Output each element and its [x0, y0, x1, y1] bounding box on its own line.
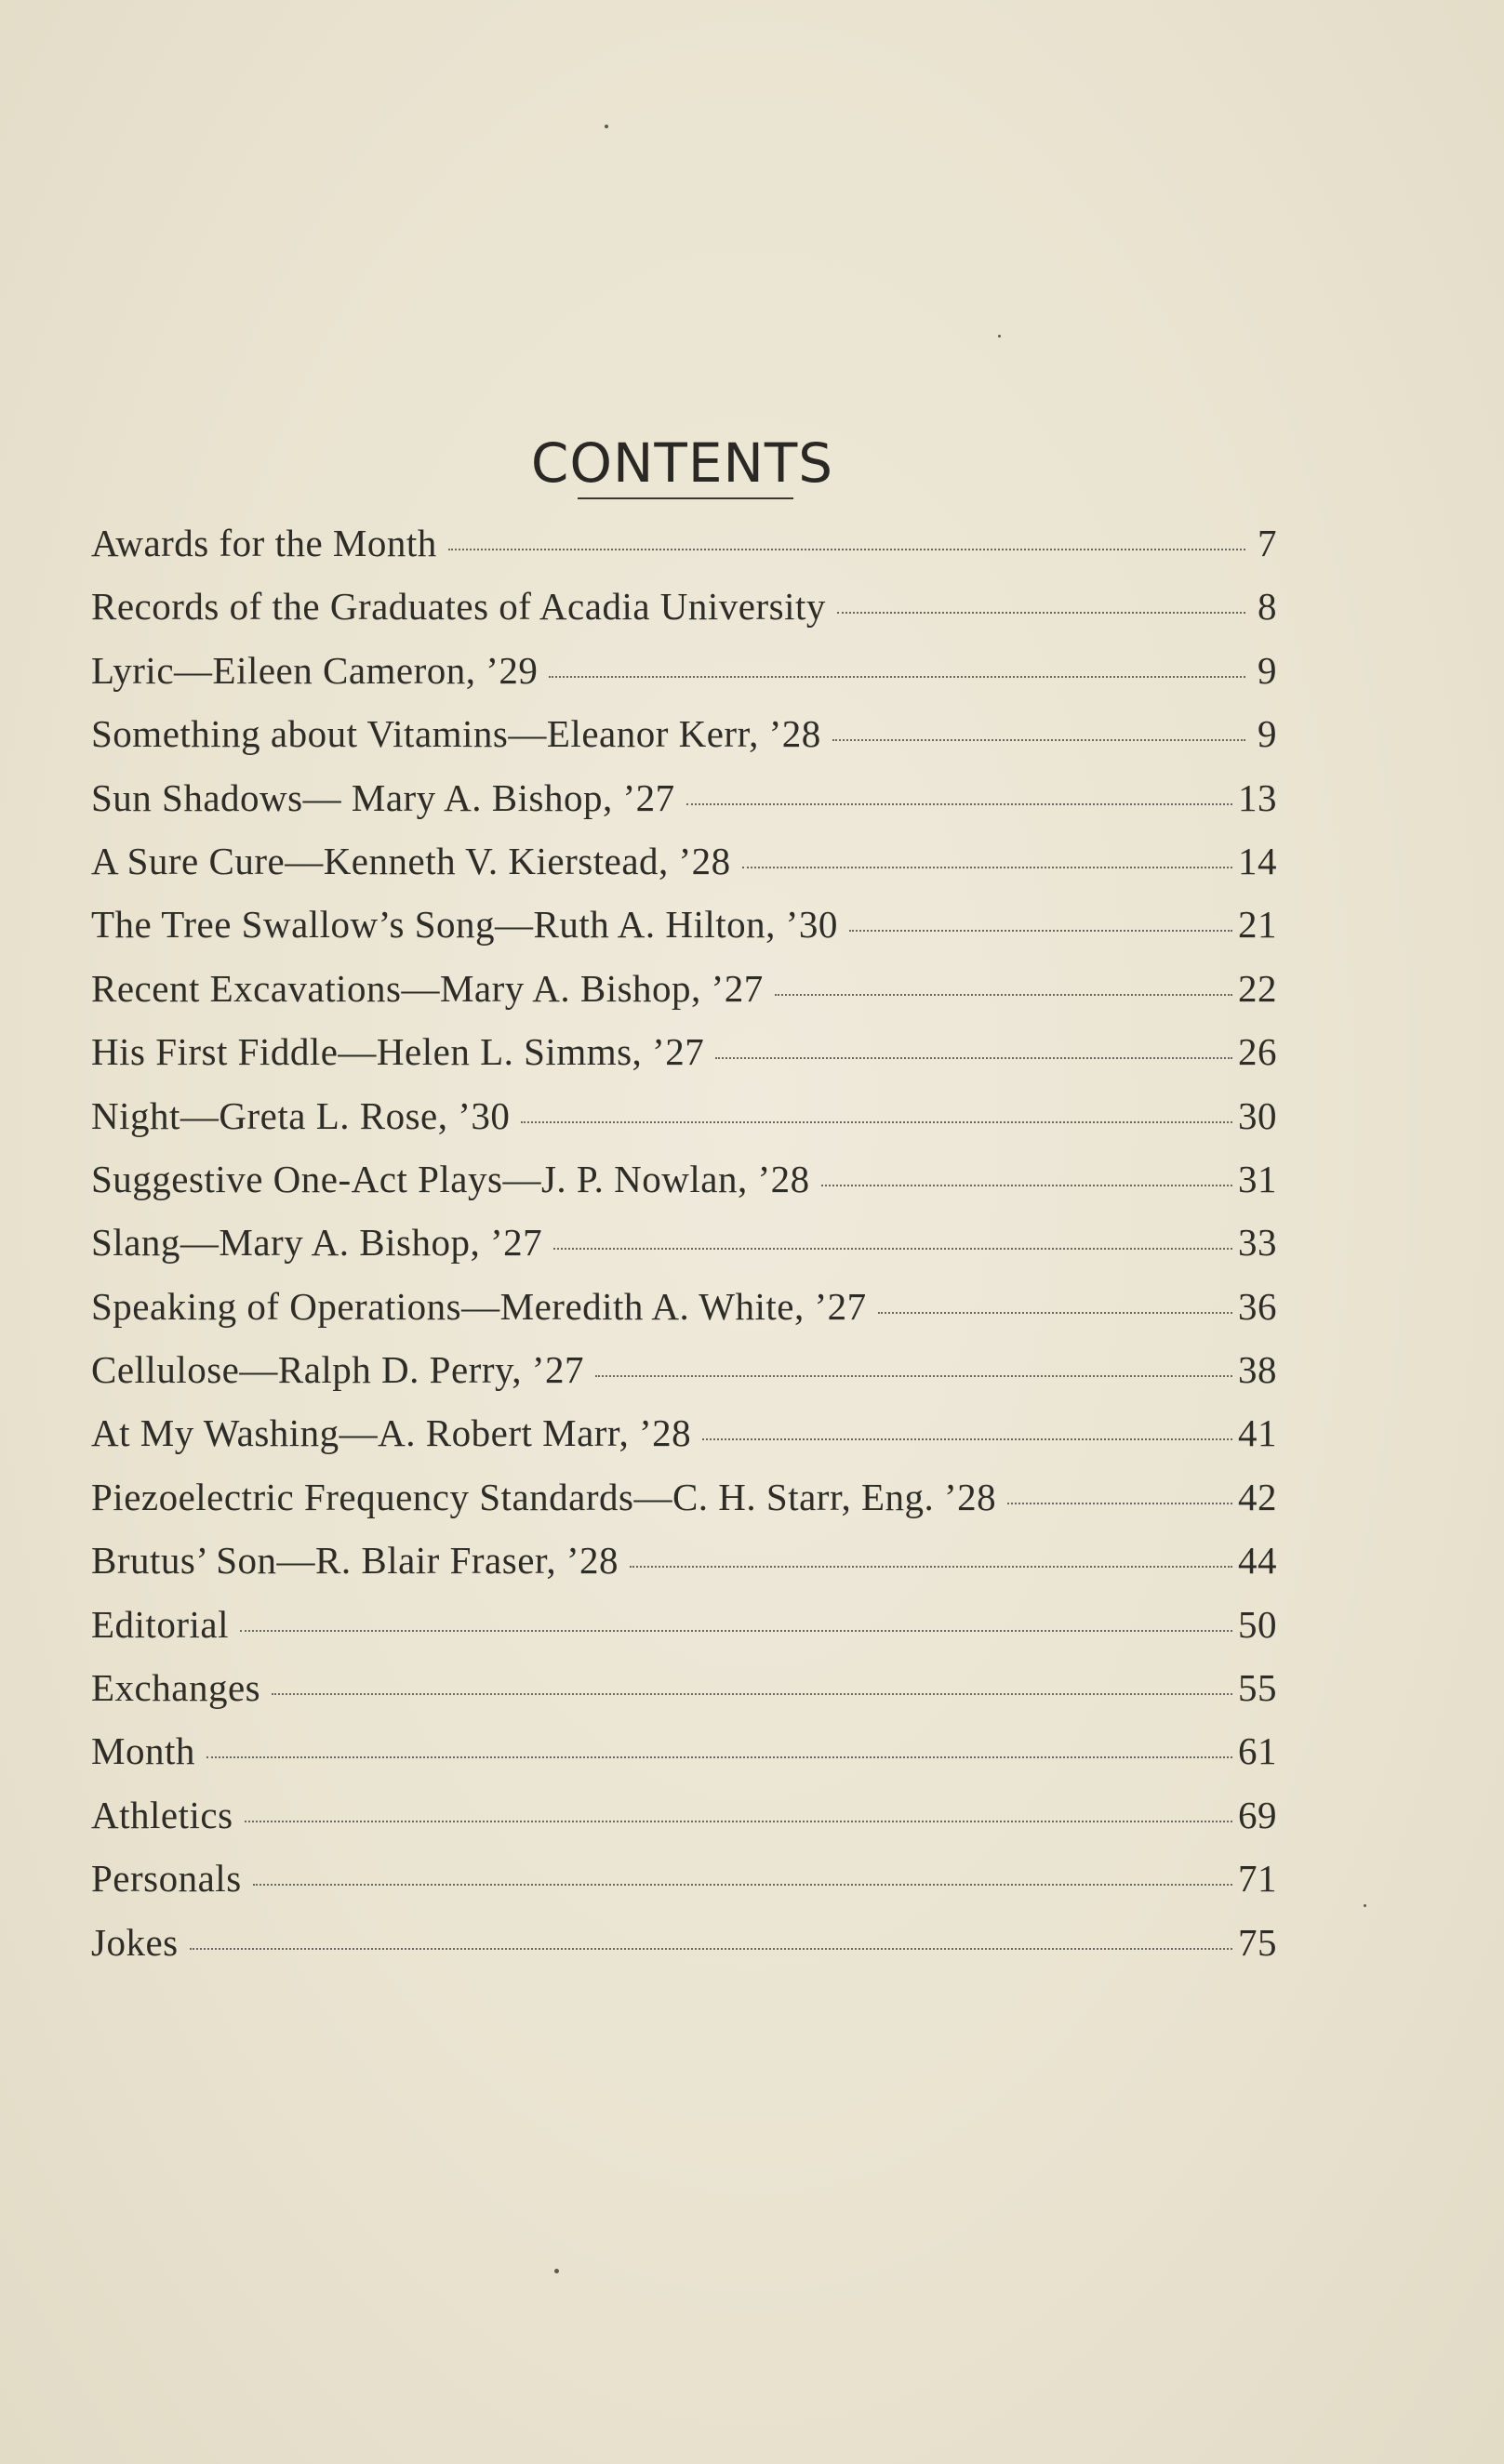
dot-leader — [245, 1821, 1232, 1822]
dot-leader — [630, 1566, 1232, 1568]
toc-entry — [91, 966, 1277, 1029]
toc-entry-title: Athletics — [91, 1793, 233, 1836]
toc-page-number: 7 — [1258, 522, 1277, 564]
toc-page-number: 26 — [1238, 1030, 1277, 1074]
toc-entry-title: A Sure Cure—Kenneth V. Kierstead, ’28 — [91, 839, 731, 882]
title-rule — [578, 497, 793, 499]
dot-leader — [595, 1375, 1232, 1377]
toc-page-number: 42 — [1238, 1475, 1277, 1518]
toc-entry-title: Records of the Graduates of Acadia University — [91, 585, 826, 629]
dot-leader — [206, 1756, 1232, 1758]
toc-entry-title: Sun Shadows— Mary A. Bishop, ’27 — [91, 775, 675, 819]
dot-leader — [775, 994, 1232, 996]
toc-entry-title: Awards for the Month — [91, 522, 437, 564]
toc-page-number: 31 — [1238, 1157, 1277, 1200]
toc-entry — [91, 1347, 1277, 1411]
dot-leader — [849, 930, 1232, 932]
toc-entry — [91, 775, 1277, 839]
dot-leader — [832, 739, 1245, 741]
toc-page-number: 69 — [1238, 1793, 1277, 1836]
dot-leader — [272, 1693, 1232, 1695]
toc-entry — [91, 1093, 1277, 1157]
toc-entry-title: Suggestive One-Act Plays—J. P. Nowlan, ’28 — [91, 1157, 810, 1200]
toc-entry-title: Month — [91, 1729, 195, 1773]
dot-leader — [821, 1185, 1232, 1186]
toc-page-number: 50 — [1238, 1602, 1277, 1646]
toc-page-number: 33 — [1238, 1221, 1277, 1265]
toc-page-number: 8 — [1258, 585, 1277, 629]
toc-entry — [91, 1538, 1277, 1601]
toc-entry-title: Speaking of Operations—Meredith A. White, ’27 — [91, 1284, 867, 1328]
toc-entry — [91, 1920, 1277, 1983]
toc-entry — [91, 839, 1277, 902]
paper-speck — [605, 125, 608, 128]
toc-page-number: 30 — [1238, 1093, 1277, 1137]
toc-page-number: 71 — [1238, 1857, 1277, 1901]
toc-page-number: 14 — [1238, 839, 1277, 882]
dot-leader — [702, 1438, 1232, 1440]
toc-page-number: 44 — [1238, 1539, 1277, 1583]
paper-speck — [998, 335, 1001, 338]
toc-entry — [91, 1729, 1277, 1792]
paper-speck — [1364, 1904, 1366, 1907]
toc-entry-title: Brutus’ Son—R. Blair Fraser, ’28 — [91, 1539, 619, 1583]
toc-entry — [91, 521, 1277, 584]
dot-leader — [742, 867, 1232, 868]
toc-entry-title: His First Fiddle—Helen L. Simms, ’27 — [91, 1030, 705, 1074]
toc-entry — [91, 1029, 1277, 1093]
toc-entry-title: Personals — [91, 1857, 242, 1901]
toc-entry — [91, 1475, 1277, 1538]
toc-entry-title: Exchanges — [91, 1666, 261, 1710]
toc-entry-title: At My Washing—A. Robert Marr, ’28 — [91, 1411, 692, 1455]
toc-entry-title: Piezoelectric Frequency Standards—C. H. Starr, Eng. ’28 — [91, 1475, 997, 1518]
toc-entry — [91, 1793, 1277, 1856]
toc-entry-title: Cellulose—Ralph D. Perry, ’27 — [91, 1348, 584, 1392]
toc-page-number: 36 — [1238, 1284, 1277, 1328]
dot-leader — [448, 549, 1245, 550]
toc-entry-title: Recent Excavations—Mary A. Bishop, ’27 — [91, 966, 764, 1010]
table-of-contents — [91, 521, 1277, 1983]
dot-leader — [686, 803, 1232, 805]
toc-entry — [91, 902, 1277, 965]
toc-entry — [91, 1157, 1277, 1220]
toc-page-number: 61 — [1238, 1729, 1277, 1773]
toc-page-number: 22 — [1238, 966, 1277, 1010]
toc-page-number: 41 — [1238, 1411, 1277, 1455]
dot-leader — [190, 1948, 1232, 1950]
toc-entry — [91, 1665, 1277, 1729]
dot-leader — [553, 1248, 1232, 1250]
dot-leader — [240, 1630, 1232, 1632]
toc-entry — [91, 648, 1277, 711]
toc-page-number: 38 — [1238, 1348, 1277, 1392]
toc-page-number: 55 — [1238, 1666, 1277, 1710]
toc-page-number: 75 — [1238, 1920, 1277, 1964]
toc-entry — [91, 1856, 1277, 1919]
dot-leader — [521, 1121, 1232, 1123]
toc-entry-title: The Tree Swallow’s Song—Ruth A. Hilton, ’30 — [91, 903, 838, 947]
toc-entry — [91, 1284, 1277, 1347]
toc-entry — [91, 584, 1277, 647]
dot-leader — [549, 676, 1245, 678]
toc-entry-title: Something about Vitamins—Eleanor Kerr, ’28 — [91, 712, 821, 756]
dot-leader — [715, 1057, 1232, 1059]
toc-page-number: 13 — [1238, 775, 1277, 819]
paper-speck — [554, 2269, 559, 2273]
contents-title: CONTENTS — [530, 431, 834, 495]
toc-entry — [91, 1220, 1277, 1283]
toc-entry-title: Night—Greta L. Rose, ’30 — [91, 1093, 511, 1137]
toc-entry — [91, 1411, 1277, 1474]
toc-entry-title: Slang—Mary A. Bishop, ’27 — [91, 1221, 543, 1265]
toc-page-number: 21 — [1238, 903, 1277, 947]
dot-leader — [878, 1312, 1232, 1314]
dot-leader — [1007, 1503, 1232, 1504]
toc-entry — [91, 1602, 1277, 1665]
toc-entry-title: Lyric—Eileen Cameron, ’29 — [91, 648, 539, 692]
toc-entry-title: Editorial — [91, 1602, 229, 1646]
dot-leader — [253, 1884, 1232, 1886]
toc-entry — [91, 711, 1277, 775]
toc-page-number: 9 — [1258, 648, 1277, 692]
toc-entry-title: Jokes — [91, 1920, 179, 1964]
dot-leader — [837, 612, 1245, 614]
toc-page-number: 9 — [1258, 712, 1277, 756]
